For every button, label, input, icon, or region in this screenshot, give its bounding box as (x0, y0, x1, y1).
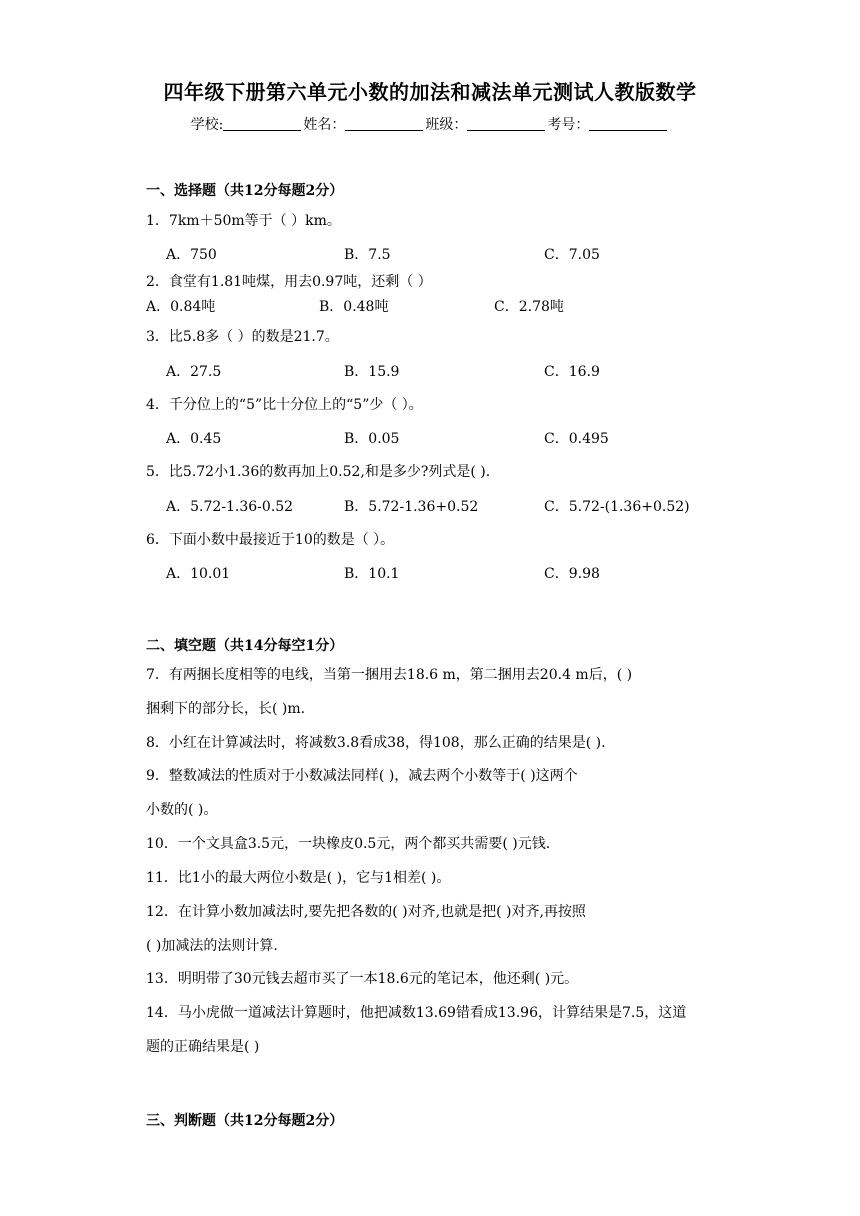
question-3-stem: 3．比5.8多（ ）的数是21.7。 (146, 329, 339, 345)
question-2-option-c: C．2.78吨 (494, 299, 564, 315)
question-5-option-c: C．5.72-(1.36+0.52) (544, 499, 690, 515)
question-1-option-b: B．7.5 (344, 247, 391, 263)
question-6-option-b: B．10.1 (344, 566, 400, 582)
question-9-line-2: 小数的( )。 (146, 802, 218, 818)
question-14-line-2: 题的正确结果是( ) (146, 1039, 260, 1055)
question-4-stem: 4．千分位上的“5”比十分位上的“5”少（ ）。 (146, 397, 423, 413)
question-4-option-c: C．0.495 (544, 431, 609, 447)
question-4-option-a: A．0.45 (166, 431, 222, 447)
question-5-option-b: B．5.72-1.36+0.52 (344, 499, 479, 515)
question-9-line-1: 9．整数减法的性质对于小数减法同样( )，减去两个小数等于( )这两个 (146, 768, 578, 784)
question-7-line-1: 7．有两捆长度相等的电线，当第一捆用去18.6 m，第二捆用去20.4 m后，( ) (146, 667, 633, 683)
question-10: 10．一个文具盒3.5元，一块橡皮0.5元，两个都买共需要( )元钱. (146, 836, 551, 852)
question-7-line-2: 捆剩下的部分长，长( )m. (146, 701, 306, 717)
question-1-stem: 1．7km＋50m等于（ ）km。 (146, 213, 341, 229)
question-2-option-b: B．0.48吨 (319, 299, 389, 315)
class-blank[interactable] (467, 116, 545, 131)
question-14-line-1: 14．马小虎做一道减法计算题时，他把减数13.69错看成13.96，计算结果是7.5，这道 (146, 1005, 687, 1021)
question-1-option-a: A．750 (166, 247, 217, 263)
school-blank[interactable] (223, 116, 301, 131)
section-judge-heading: 三、判断题（共12分每题2分） (146, 1113, 344, 1129)
school-label: 学校: (190, 117, 224, 133)
name-blank[interactable] (345, 116, 423, 131)
question-6-option-c: C．9.98 (544, 566, 600, 582)
question-4-option-b: B．0.05 (344, 431, 400, 447)
question-13: 13．明明带了30元钱去超市买了一本18.6元的笔记本，他还剩( )元。 (146, 971, 579, 987)
question-2-stem: 2．食堂有1.81吨煤，用去0.97吨，还剩（ ） (146, 274, 432, 290)
page-title: 四年级下册第六单元小数的加法和减法单元测试人教版数学 (163, 80, 697, 104)
section-fill-heading: 二、填空题（共14分每空1分） (146, 638, 344, 654)
question-8: 8．小红在计算减法时，将减数3.8看成38，得108，那么正确的结果是( ). (146, 735, 606, 751)
question-3-option-b: B．15.9 (344, 364, 400, 380)
name-label: 姓名： (303, 117, 346, 133)
question-11: 11．比1小的最大两位小数是( )，它与1相差( )。 (146, 870, 451, 886)
number-label: 考号： (547, 117, 590, 133)
question-3-option-c: C．16.9 (544, 364, 600, 380)
number-blank[interactable] (589, 116, 667, 131)
class-label: 班级： (425, 117, 468, 133)
question-5-option-a: A．5.72-1.36-0.52 (166, 499, 294, 515)
question-1-option-c: C．7.05 (544, 247, 600, 263)
question-12-line-2: ( )加减法的法则计算. (146, 938, 278, 954)
section-choice-heading: 一、选择题（共12分每题2分） (146, 183, 344, 199)
question-6-option-a: A．10.01 (166, 566, 231, 582)
question-2-option-a: A．0.84吨 (146, 299, 216, 315)
question-3-option-a: A．27.5 (166, 364, 222, 380)
student-info-line (0, 114, 860, 134)
question-6-stem: 6．下面小数中最接近于10的数是（ ）。 (146, 532, 395, 548)
question-12-line-1: 12．在计算小数加减法时,要先把各数的( )对齐,也就是把( )对齐,再按照 (146, 904, 586, 920)
question-5-stem: 5．比5.72小1.36的数再加上0.52,和是多少?列式是( ). (146, 464, 491, 480)
